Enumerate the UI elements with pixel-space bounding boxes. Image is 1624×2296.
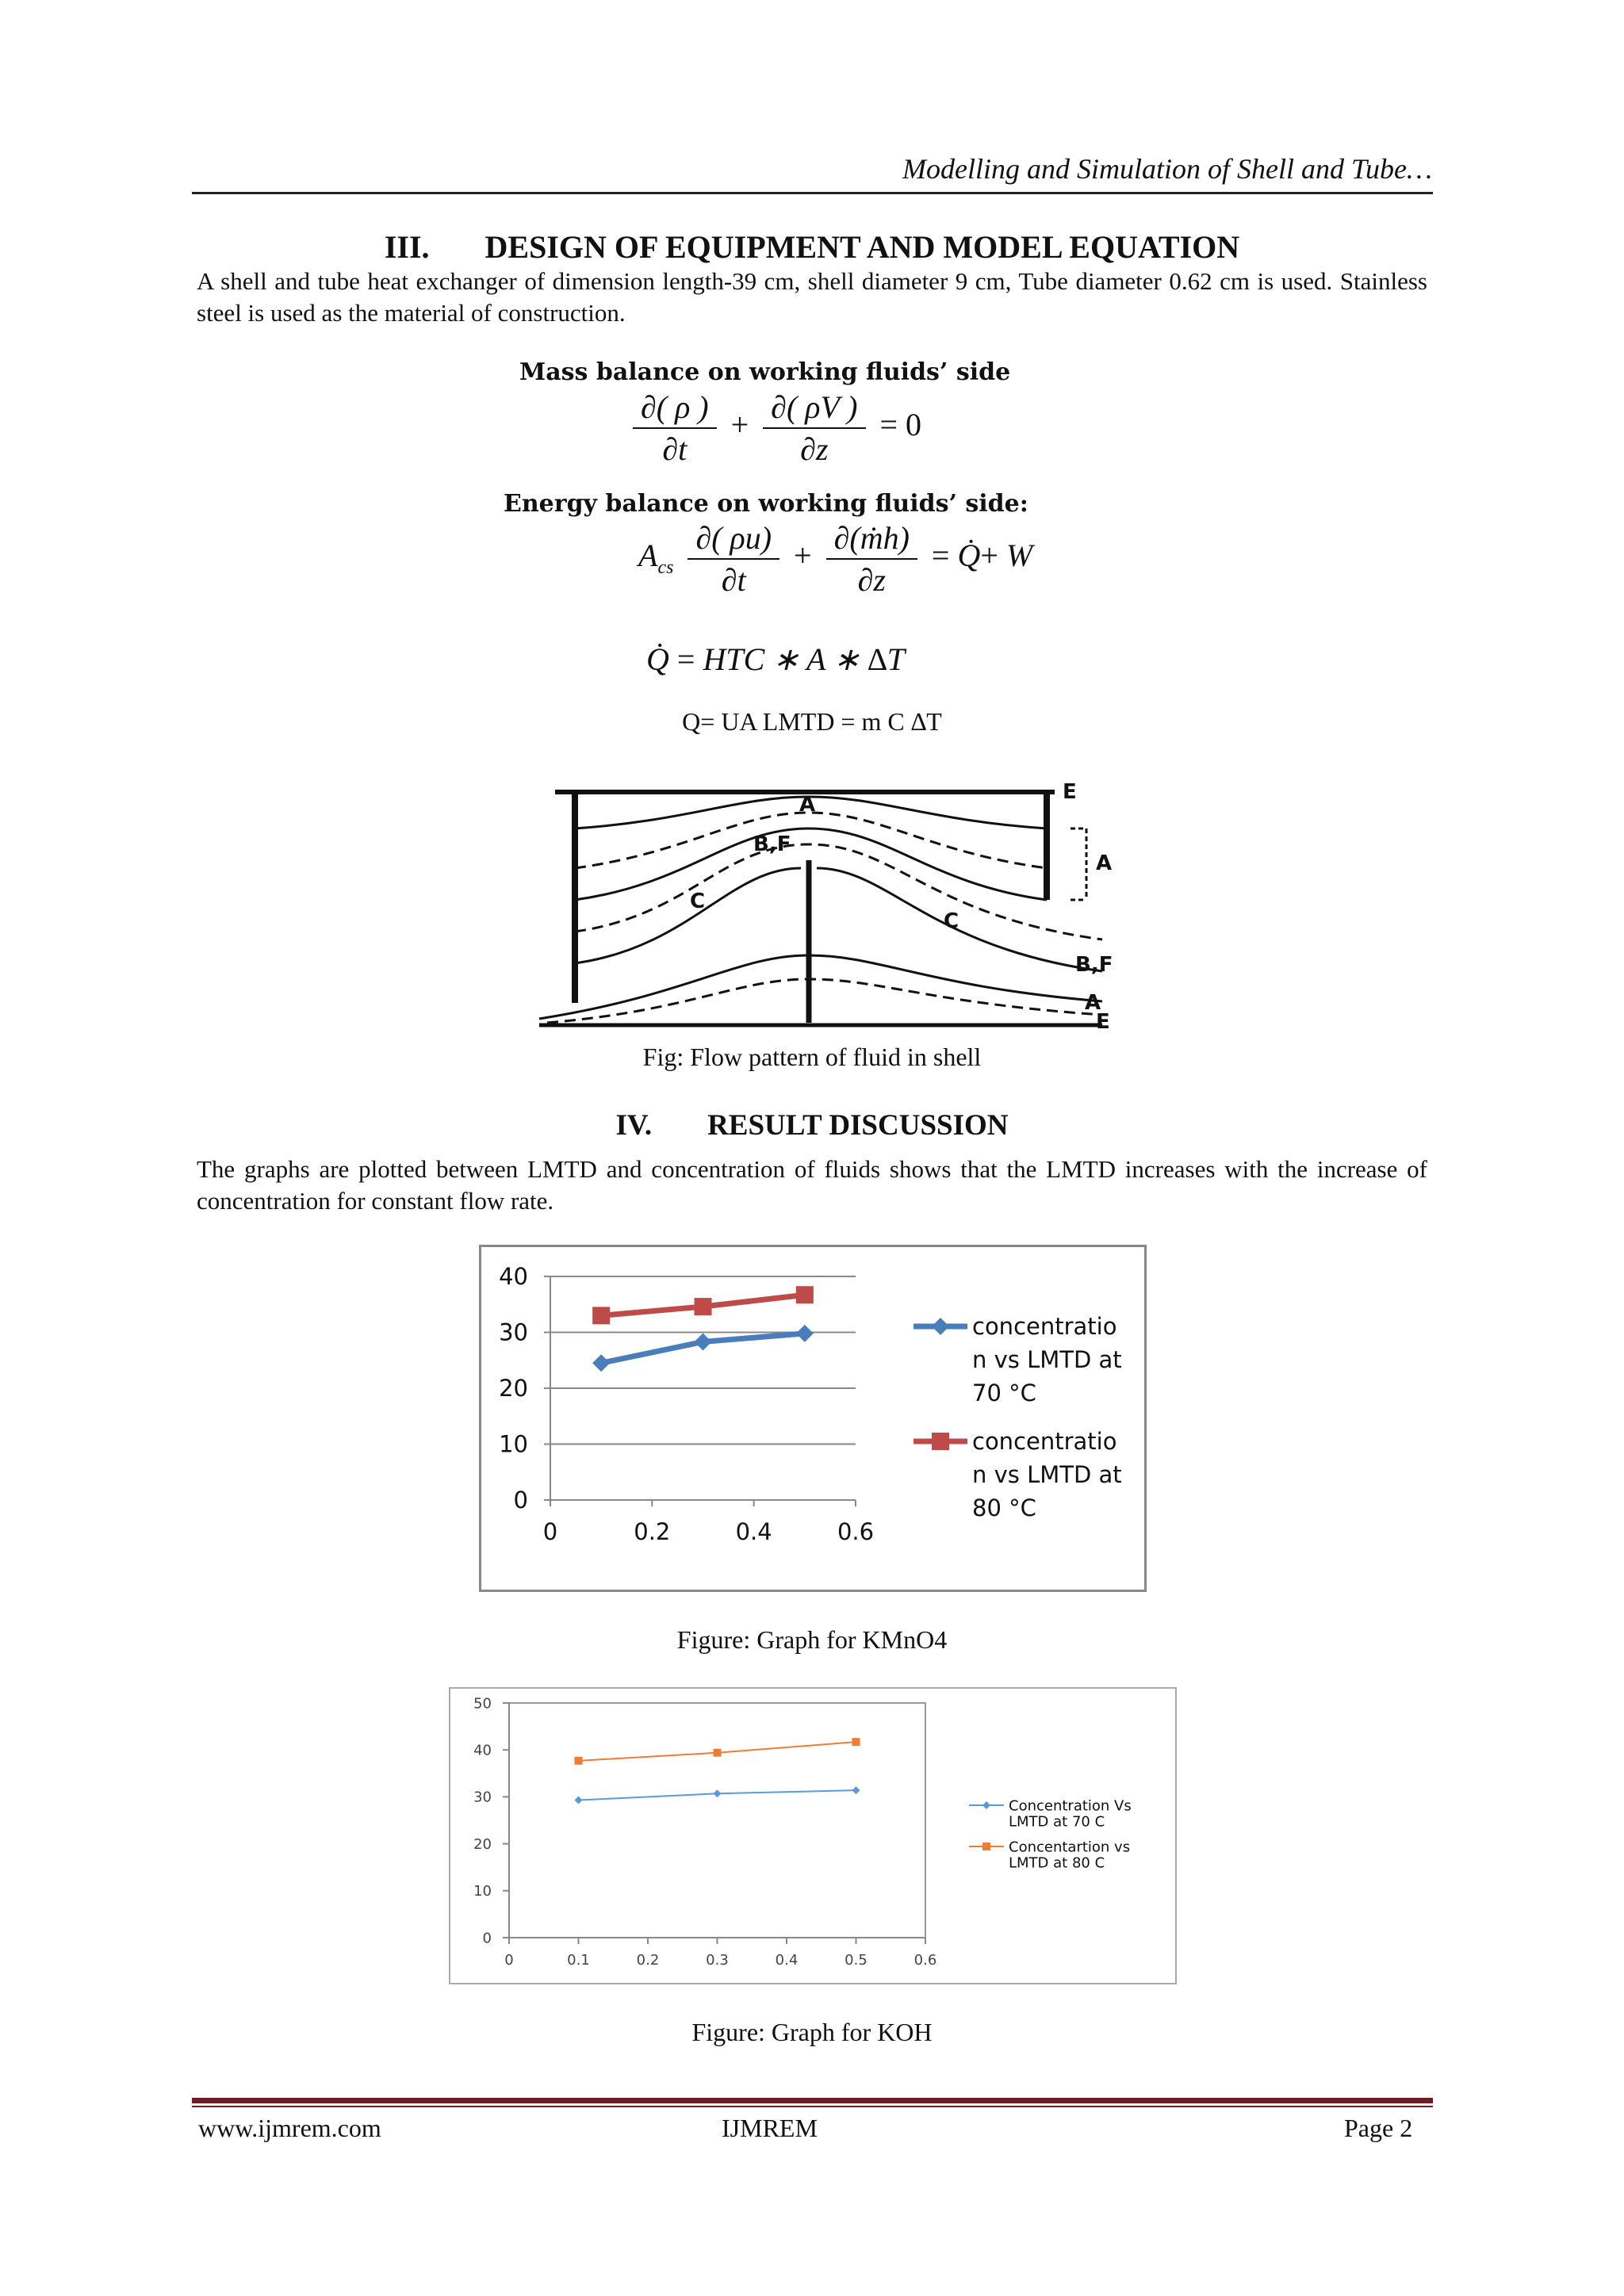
flow-label-c-right: C: [944, 909, 959, 933]
series-2-point: [592, 1307, 610, 1324]
series-2-point: [695, 1298, 712, 1315]
flow-label-bf-center: B,F: [753, 832, 791, 856]
y-tick-label: 30: [499, 1318, 528, 1346]
legend-2-marker: [932, 1433, 949, 1450]
footer-website: www.ijmrem.com: [198, 2114, 381, 2142]
section-4-heading: [0, 1108, 1624, 1142]
legend-2-text: Concentartion vs: [1009, 1839, 1131, 1856]
legend-1-text: concentratio: [972, 1313, 1117, 1341]
flow-label-a-bottom: A: [1085, 991, 1101, 1015]
legend-1-text: 70 °C: [972, 1380, 1036, 1407]
y-tick-label: 40: [499, 1263, 528, 1291]
section-3-number: III.: [384, 229, 430, 265]
y-tick-label: 50: [473, 1695, 492, 1712]
energy-balance-label: Energy balance on working fluids’ side:: [504, 490, 1028, 518]
flow-label-a-center: A: [799, 793, 816, 817]
legend-1-text: n vs LMTD at: [972, 1346, 1122, 1374]
legend-2-text: concentratio: [972, 1428, 1117, 1456]
series-2-point: [796, 1286, 814, 1303]
x-tick-label: 0.4: [775, 1952, 799, 1969]
y-tick-label: 40: [473, 1742, 492, 1759]
chart-koh: [449, 1687, 1177, 1984]
y-tick-label: 20: [473, 1835, 492, 1853]
section-4-paragraph: The graphs are plotted between LMTD and concentration of fluids shows that the LMTD increases with the increase of concentration for constant flow rate.: [197, 1155, 1427, 1215]
y-tick-label: 0: [482, 1930, 492, 1947]
mass-balance-equation: $\frac{\partial( \rho )}{\partial t}$ + $\frac{\partial( \rho V )}{\partial z}$ = 0: [626, 388, 921, 468]
flow-label-c-left: C: [690, 890, 706, 913]
section-3-heading: [0, 228, 1624, 266]
header-rule: [192, 192, 1433, 194]
legend-2-text: n vs LMTD at: [972, 1461, 1122, 1489]
y-tick-label: 10: [499, 1430, 528, 1458]
series-2-point: [852, 1738, 860, 1746]
series-2-point: [575, 1757, 583, 1765]
flow-label-bf-right: B,F: [1075, 953, 1113, 977]
footer-rule-thin: [192, 2106, 1433, 2107]
legend-1-text: Concentration Vs: [1009, 1797, 1132, 1815]
flow-pattern-figure: [531, 781, 1134, 1035]
x-tick-label: 0.6: [837, 1518, 875, 1545]
legend-2-marker: [982, 1843, 990, 1850]
y-tick-label: 20: [499, 1375, 528, 1402]
legend-1-text: LMTD at 70 C: [1009, 1813, 1105, 1831]
mass-balance-label: Mass balance on working fluids’ side: [519, 358, 1011, 386]
flow-label-a-right: A: [1096, 851, 1113, 875]
footer-journal: IJMREM: [722, 2114, 818, 2142]
flow-label-e-bottom: E: [1096, 1010, 1110, 1034]
x-tick-label: 0.5: [845, 1952, 868, 1969]
legend-2-text: 80 °C: [972, 1494, 1036, 1522]
y-tick-label: 0: [513, 1487, 528, 1514]
chart-kmno4-caption: Figure: Graph for KMnO4: [676, 1625, 948, 1654]
flow-label-e-top: E: [1063, 781, 1077, 804]
running-header: Modelling and Simulation of Shell and Tube…: [902, 153, 1432, 185]
y-tick-label: 30: [473, 1789, 492, 1806]
x-tick-label: 0.1: [567, 1952, 590, 1969]
x-tick-label: 0: [542, 1518, 558, 1545]
section-4-number: IV.: [615, 1109, 653, 1142]
x-tick-label: 0.3: [706, 1952, 729, 1969]
section-3-title: DESIGN OF EQUIPMENT AND MODEL EQUATION: [485, 229, 1240, 265]
chart-koh-caption: Figure: Graph for KOH: [691, 2018, 933, 2046]
y-tick-label: 10: [473, 1883, 492, 1900]
energy-balance-equation: $A_{cs}$ $\frac{\partial( \rho u)}{\partial t}$ + $\frac{\text{∂(ṁh)}}{\partial z}$ = Q̇+ W: [638, 520, 1033, 598]
chart-kmno4: [479, 1245, 1147, 1592]
x-tick-label: 0.6: [914, 1952, 937, 1969]
flow-figure-caption: Fig: Flow pattern of fluid in shell: [642, 1043, 982, 1071]
x-tick-label: 0.2: [634, 1518, 671, 1545]
footer-rule: [192, 2098, 1433, 2103]
footer-page: Page 2: [1344, 2114, 1413, 2142]
legend-2-text: LMTD at 80 C: [1009, 1854, 1105, 1872]
x-tick-label: 0.2: [636, 1952, 660, 1969]
heat-equation-text: Q= UA LMTD = m C ∆T: [682, 707, 942, 736]
series-2-point: [714, 1749, 722, 1757]
section-4-title: RESULT DISCUSSION: [707, 1109, 1009, 1142]
x-tick-label: 0.4: [735, 1518, 772, 1545]
heat-transfer-equation: Q̇ = HTC ∗ A ∗ ∆T: [646, 641, 906, 677]
section-3-paragraph: A shell and tube heat exchanger of dimension length-39 cm, shell diameter 9 cm, Tube diameter 0.62 cm is used. Stainless steel is used as the material of construction.: [197, 267, 1427, 327]
x-tick-label: 0: [504, 1952, 514, 1969]
